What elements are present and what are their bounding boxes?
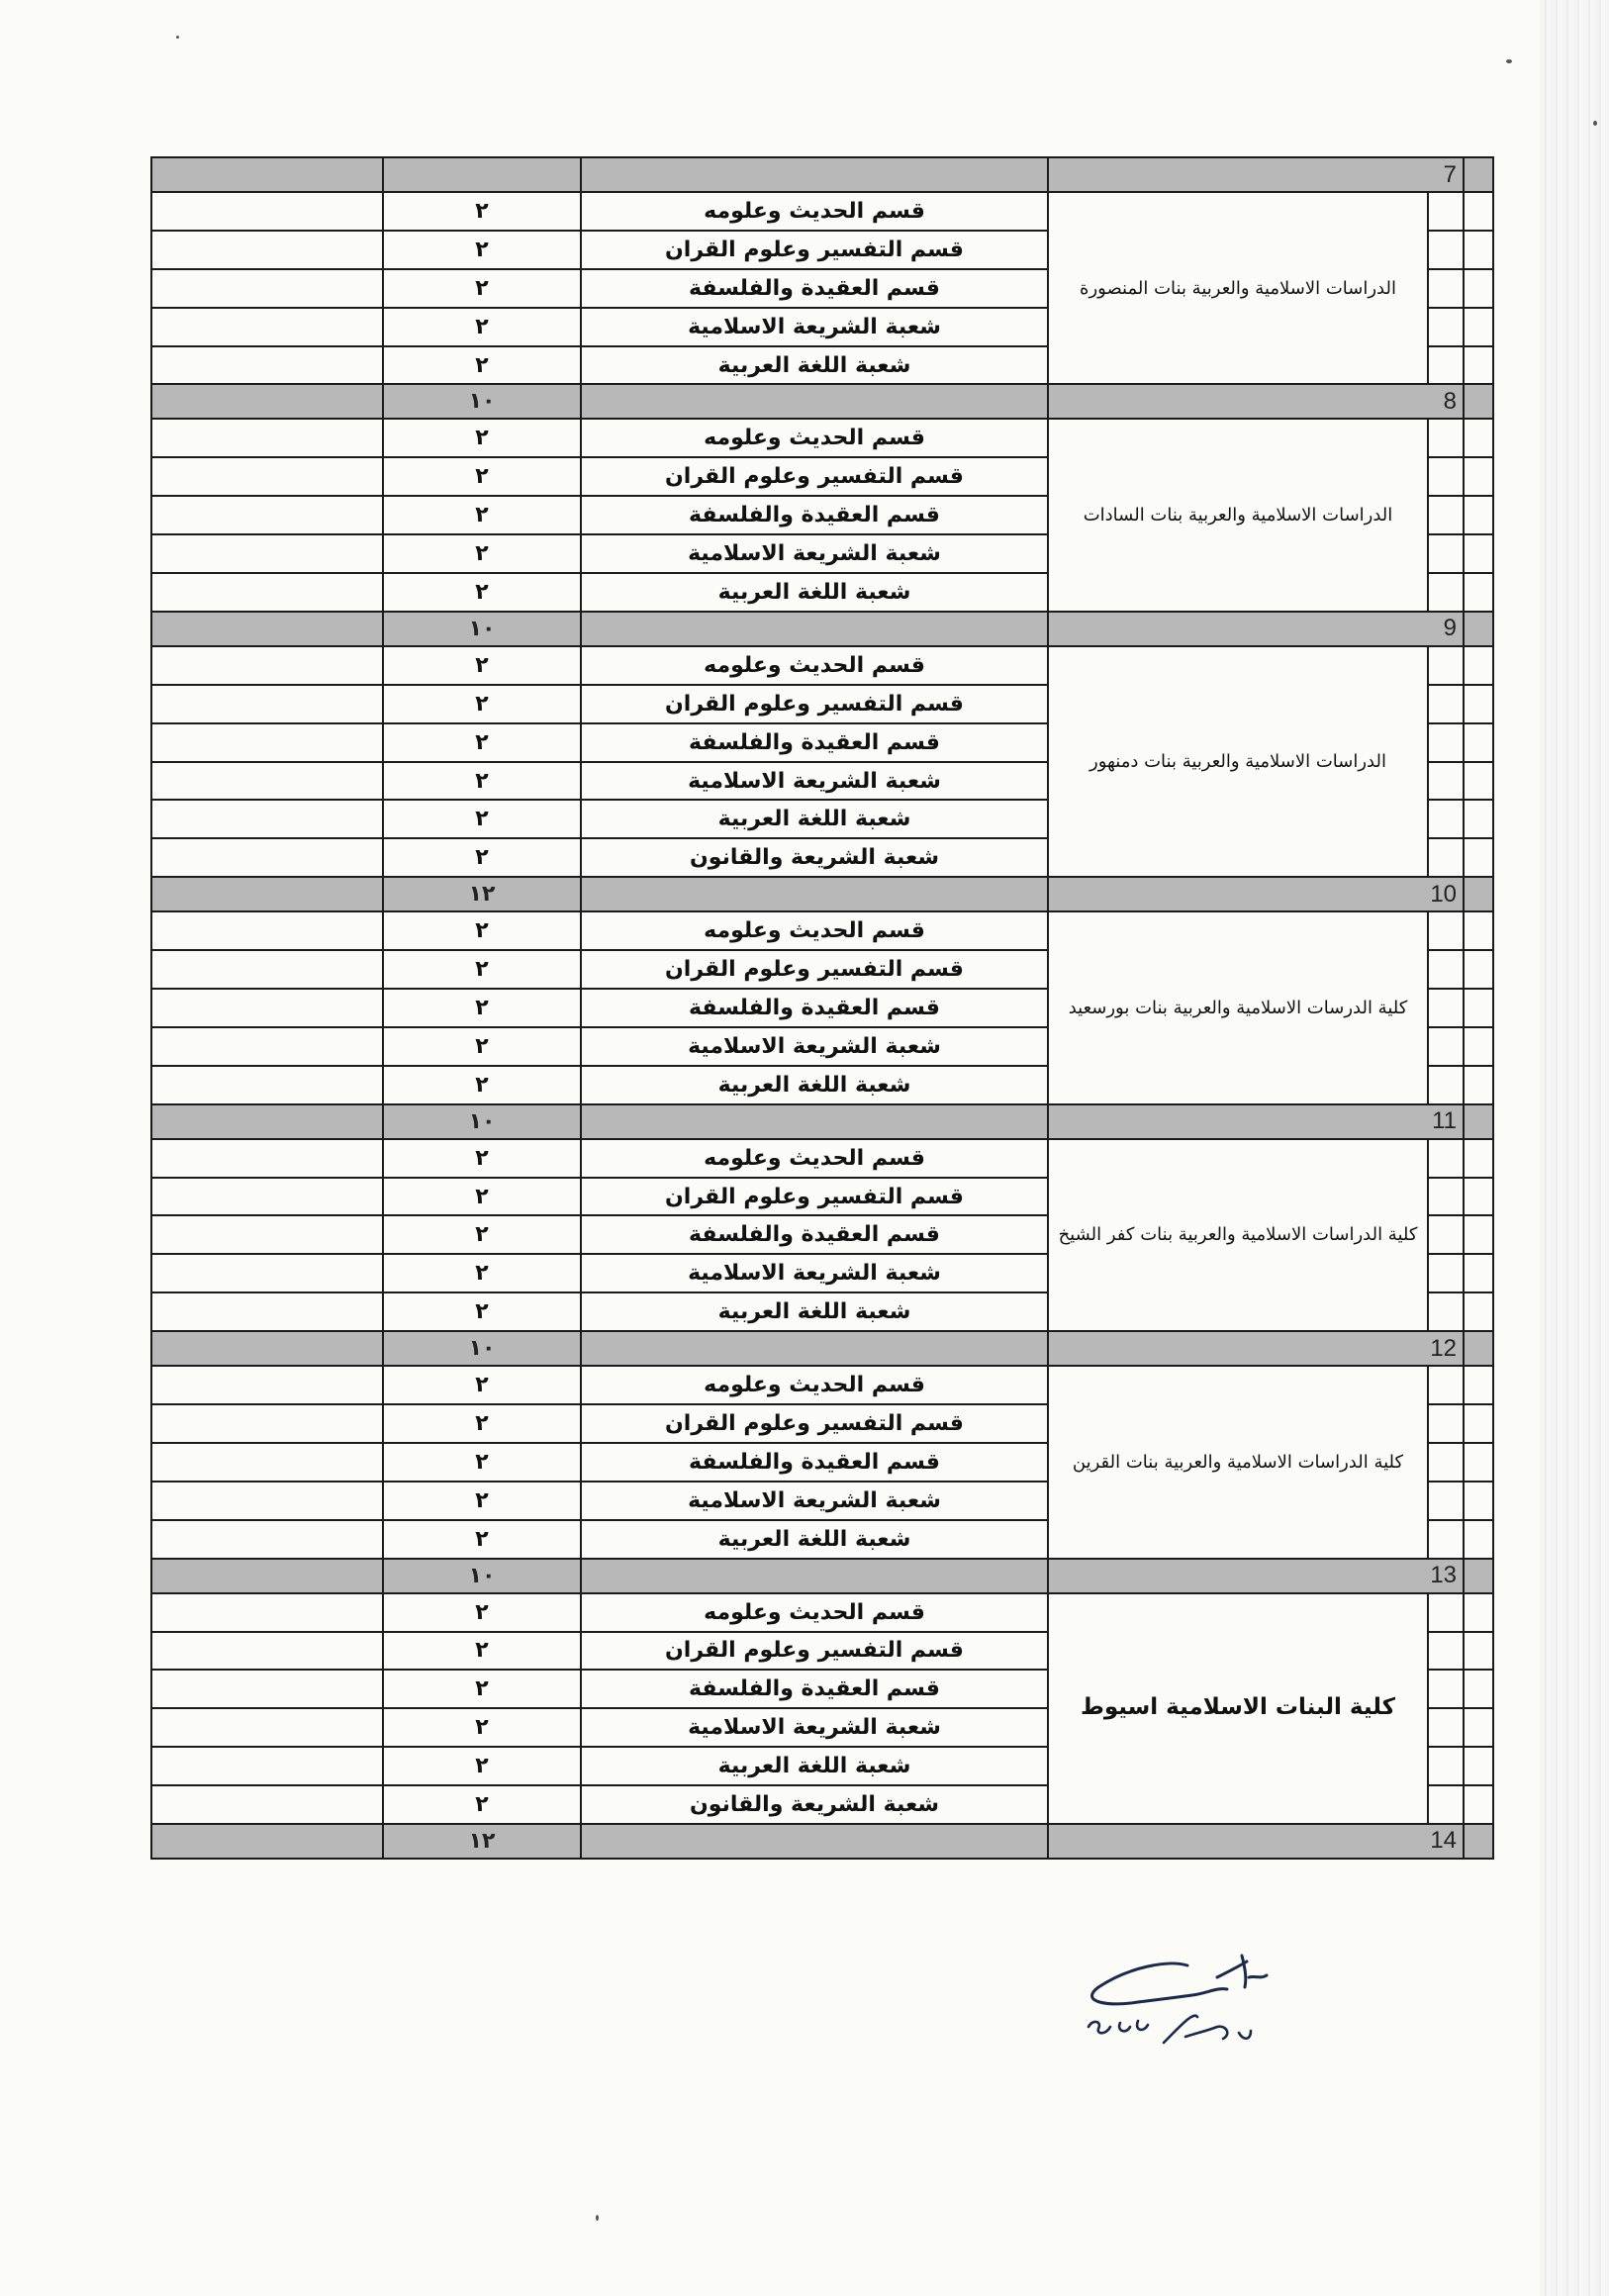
department-name: شعبة اللغة العربية <box>581 1066 1048 1104</box>
section-total: ١٠ <box>383 612 581 646</box>
separator-blank-cell <box>581 877 1048 911</box>
section-total: ١٠ <box>383 1331 581 1366</box>
margin-cell <box>1464 911 1493 950</box>
department-name: شعبة الشريعة الاسلامية <box>581 534 1048 573</box>
margin-cell <box>1464 1632 1493 1671</box>
margin-cell <box>1464 646 1493 685</box>
separator-blank-cell <box>151 877 383 911</box>
margin-cell <box>1428 838 1464 877</box>
margin-cell <box>1464 989 1493 1027</box>
section-number: 13 <box>1048 1559 1464 1593</box>
margin-cell <box>1464 1443 1493 1482</box>
department-count: ٢ <box>383 838 581 877</box>
section-separator-row <box>151 384 1493 419</box>
margin-cell <box>1464 192 1493 231</box>
department-name: شعبة اللغة العربية <box>581 1747 1048 1785</box>
department-name: قسم التفسير وعلوم القران <box>581 457 1048 496</box>
blank-cell <box>151 1366 383 1404</box>
margin-cell <box>1428 269 1464 308</box>
blank-cell <box>151 989 383 1027</box>
college-name: كلية الدراسات الاسلامية والعربية بنات كفر الشيخ <box>1048 1139 1428 1331</box>
department-name: قسم العقيدة والفلسفة <box>581 1443 1048 1482</box>
blank-cell <box>151 1292 383 1331</box>
margin-cell <box>1428 1404 1464 1443</box>
department-count: ٢ <box>383 1482 581 1520</box>
department-name: شعبة اللغة العربية <box>581 573 1048 612</box>
scan-speck <box>1593 121 1597 126</box>
scan-edge-stripes <box>1540 0 1609 2296</box>
blank-cell <box>151 1443 383 1482</box>
blank-cell <box>151 534 383 573</box>
department-name: قسم الحديث وعلومه <box>581 1593 1048 1632</box>
department-row <box>151 1139 1493 1178</box>
department-count: ٢ <box>383 496 581 534</box>
department-count: ٢ <box>383 1747 581 1785</box>
margin-cell <box>1428 308 1464 346</box>
department-name: شعبة الشريعة الاسلامية <box>581 1482 1048 1520</box>
margin-cell <box>1428 646 1464 685</box>
margin-cell <box>1464 346 1493 385</box>
margin-cell <box>1428 346 1464 385</box>
blank-cell <box>151 1632 383 1671</box>
college-name: كلية الدراسات الاسلامية والعربية بنات القرين <box>1048 1366 1428 1558</box>
margin-cell <box>1428 1254 1464 1292</box>
blank-cell <box>151 1785 383 1824</box>
margin-cell <box>1428 1785 1464 1824</box>
department-count: ٢ <box>383 346 581 385</box>
department-count: ٢ <box>383 1215 581 1254</box>
blank-cell <box>151 762 383 801</box>
department-name: قسم العقيدة والفلسفة <box>581 269 1048 308</box>
separator-blank-cell <box>151 1104 383 1139</box>
department-count: ٢ <box>383 911 581 950</box>
margin-cell <box>1464 1520 1493 1559</box>
department-count: ٢ <box>383 269 581 308</box>
scan-speck <box>596 2215 599 2221</box>
separator-blank-cell <box>151 1559 383 1593</box>
margin-cell <box>1464 800 1493 838</box>
margin-cell <box>1464 1593 1493 1632</box>
section-total: ١٠ <box>383 1559 581 1593</box>
margin-cell <box>1428 1066 1464 1104</box>
department-name: قسم التفسير وعلوم القران <box>581 1632 1048 1671</box>
department-name: قسم التفسير وعلوم القران <box>581 231 1048 269</box>
section-separator-row <box>151 612 1493 646</box>
department-count: ٢ <box>383 534 581 573</box>
scan-speck <box>1506 59 1512 63</box>
separator-blank-cell <box>151 1331 383 1366</box>
separator-blank-cell <box>1464 612 1493 646</box>
margin-cell <box>1428 496 1464 534</box>
separator-blank-cell <box>151 157 383 192</box>
section-total: ١٠ <box>383 1104 581 1139</box>
separator-blank-cell <box>581 157 1048 192</box>
margin-cell <box>1464 1066 1493 1104</box>
department-name: شعبة الشريعة الاسلامية <box>581 1254 1048 1292</box>
margin-cell <box>1464 950 1493 989</box>
department-row <box>151 911 1493 950</box>
section-separator-row <box>151 1104 1493 1139</box>
blank-cell <box>151 308 383 346</box>
department-name: شعبة اللغة العربية <box>581 1292 1048 1331</box>
separator-blank-cell <box>581 1104 1048 1139</box>
blank-cell <box>151 1139 383 1178</box>
margin-cell <box>1464 685 1493 723</box>
section-number: 12 <box>1048 1331 1464 1366</box>
department-count: ٢ <box>383 1139 581 1178</box>
margin-cell <box>1464 1292 1493 1331</box>
blank-cell <box>151 1178 383 1216</box>
separator-blank-cell <box>581 612 1048 646</box>
margin-cell <box>1464 1139 1493 1178</box>
department-name: شعبة اللغة العربية <box>581 346 1048 385</box>
margin-cell <box>1464 762 1493 801</box>
department-count: ٢ <box>383 308 581 346</box>
department-count: ٢ <box>383 1785 581 1824</box>
department-count: ٢ <box>383 1443 581 1482</box>
department-count: ٢ <box>383 1292 581 1331</box>
department-count: ٢ <box>383 573 581 612</box>
margin-cell <box>1428 1215 1464 1254</box>
allocation-table <box>150 156 1494 1860</box>
margin-cell <box>1464 838 1493 877</box>
margin-cell <box>1428 419 1464 457</box>
blank-cell <box>151 346 383 385</box>
blank-cell <box>151 1066 383 1104</box>
margin-cell <box>1464 1670 1493 1708</box>
blank-cell <box>151 1027 383 1066</box>
separator-blank-cell <box>581 1559 1048 1593</box>
margin-cell <box>1428 1139 1464 1178</box>
margin-cell <box>1428 723 1464 762</box>
blank-cell <box>151 1215 383 1254</box>
department-count: ٢ <box>383 950 581 989</box>
department-count: ٢ <box>383 457 581 496</box>
department-row <box>151 1593 1493 1632</box>
department-count: ٢ <box>383 1520 581 1559</box>
department-name: قسم الحديث وعلومه <box>581 1366 1048 1404</box>
blank-cell <box>151 269 383 308</box>
section-number: 11 <box>1048 1104 1464 1139</box>
blank-cell <box>151 1482 383 1520</box>
section-separator-row <box>151 1824 1493 1859</box>
department-count: ٢ <box>383 1708 581 1747</box>
department-name: قسم العقيدة والفلسفة <box>581 989 1048 1027</box>
department-count: ٢ <box>383 723 581 762</box>
margin-cell <box>1464 308 1493 346</box>
margin-cell <box>1464 231 1493 269</box>
scan-speck <box>176 36 179 39</box>
margin-cell <box>1464 1366 1493 1404</box>
margin-cell <box>1428 1670 1464 1708</box>
margin-cell <box>1428 1520 1464 1559</box>
separator-blank-cell <box>1464 1559 1493 1593</box>
department-name: قسم التفسير وعلوم القران <box>581 685 1048 723</box>
department-name: قسم العقيدة والفلسفة <box>581 723 1048 762</box>
department-count: ٢ <box>383 1632 581 1671</box>
department-count: ٢ <box>383 989 581 1027</box>
section-total: ١٢ <box>383 1824 581 1859</box>
margin-cell <box>1428 192 1464 231</box>
department-count: ٢ <box>383 1254 581 1292</box>
margin-cell <box>1428 457 1464 496</box>
blank-cell <box>151 1520 383 1559</box>
department-name: قسم العقيدة والفلسفة <box>581 1670 1048 1708</box>
department-name: شعبة اللغة العربية <box>581 1520 1048 1559</box>
margin-cell <box>1428 989 1464 1027</box>
blank-cell <box>151 911 383 950</box>
margin-cell <box>1464 1785 1493 1824</box>
margin-cell <box>1464 1404 1493 1443</box>
department-name: شعبة الشريعة والقانون <box>581 1785 1048 1824</box>
department-name: قسم الحديث وعلومه <box>581 646 1048 685</box>
department-name: قسم الحديث وعلومه <box>581 1139 1048 1178</box>
margin-cell <box>1464 1027 1493 1066</box>
blank-cell <box>151 800 383 838</box>
margin-cell <box>1428 911 1464 950</box>
department-name: شعبة الشريعة الاسلامية <box>581 762 1048 801</box>
department-name: شعبة الشريعة الاسلامية <box>581 308 1048 346</box>
section-separator-row <box>151 157 1493 192</box>
department-count: ٢ <box>383 231 581 269</box>
margin-cell <box>1464 573 1493 612</box>
blank-cell <box>151 192 383 231</box>
department-count: ٢ <box>383 685 581 723</box>
department-count: ٢ <box>383 800 581 838</box>
department-name: قسم الحديث وعلومه <box>581 192 1048 231</box>
blank-cell <box>151 573 383 612</box>
margin-cell <box>1428 573 1464 612</box>
blank-cell <box>151 419 383 457</box>
margin-cell <box>1464 1482 1493 1520</box>
margin-cell <box>1428 231 1464 269</box>
margin-cell <box>1428 762 1464 801</box>
margin-cell <box>1428 1747 1464 1785</box>
department-count: ٢ <box>383 1066 581 1104</box>
section-total: ١٢ <box>383 877 581 911</box>
margin-cell <box>1428 800 1464 838</box>
department-count: ٢ <box>383 646 581 685</box>
margin-cell <box>1428 1178 1464 1216</box>
margin-cell <box>1428 1366 1464 1404</box>
department-row <box>151 646 1493 685</box>
department-count: ٢ <box>383 419 581 457</box>
margin-cell <box>1464 496 1493 534</box>
margin-cell <box>1428 1027 1464 1066</box>
department-name: شعبة الشريعة والقانون <box>581 838 1048 877</box>
section-separator-row <box>151 877 1493 911</box>
department-count: ٢ <box>383 1593 581 1632</box>
department-name: شعبة الشريعة الاسلامية <box>581 1708 1048 1747</box>
department-count: ٢ <box>383 1404 581 1443</box>
department-count: ٢ <box>383 1027 581 1066</box>
section-number: 14 <box>1048 1824 1464 1859</box>
margin-cell <box>1464 723 1493 762</box>
margin-cell <box>1428 1443 1464 1482</box>
section-total: ١٠ <box>383 384 581 419</box>
margin-cell <box>1464 1178 1493 1216</box>
margin-cell <box>1464 1254 1493 1292</box>
department-count: ٢ <box>383 1670 581 1708</box>
department-row <box>151 192 1493 231</box>
department-name: قسم العقيدة والفلسفة <box>581 1215 1048 1254</box>
section-number: 9 <box>1048 612 1464 646</box>
signature <box>1069 1948 1277 2057</box>
blank-cell <box>151 457 383 496</box>
separator-blank-cell <box>581 1331 1048 1366</box>
department-count: ٢ <box>383 192 581 231</box>
department-name: شعبة اللغة العربية <box>581 800 1048 838</box>
margin-cell <box>1464 1747 1493 1785</box>
department-name: قسم العقيدة والفلسفة <box>581 496 1048 534</box>
blank-cell <box>151 231 383 269</box>
college-name: الدراسات الاسلامية والعربية بنات السادات <box>1048 419 1428 611</box>
margin-cell <box>1464 1215 1493 1254</box>
college-name: كلية الدرسات الاسلامية والعربية بنات بورسعيد <box>1048 911 1428 1103</box>
department-name: قسم التفسير وعلوم القران <box>581 1404 1048 1443</box>
separator-blank-cell <box>581 1824 1048 1859</box>
college-name: الدراسات الاسلامية والعربية بنات دمنهور <box>1048 646 1428 877</box>
blank-cell <box>151 723 383 762</box>
separator-blank-cell <box>151 384 383 419</box>
department-count: ٢ <box>383 1366 581 1404</box>
section-number: 8 <box>1048 384 1464 419</box>
department-name: قسم الحديث وعلومه <box>581 419 1048 457</box>
section-separator-row <box>151 1331 1493 1366</box>
margin-cell <box>1464 457 1493 496</box>
margin-cell <box>1464 534 1493 573</box>
margin-cell <box>1464 1708 1493 1747</box>
margin-cell <box>1428 1708 1464 1747</box>
separator-blank-cell <box>1464 1824 1493 1859</box>
section-number: 7 <box>1048 157 1464 192</box>
separator-blank-cell <box>1464 1104 1493 1139</box>
margin-cell <box>1428 950 1464 989</box>
margin-cell <box>1428 1593 1464 1632</box>
separator-blank-cell <box>151 612 383 646</box>
section-total <box>383 157 581 192</box>
separator-blank-cell <box>1464 157 1493 192</box>
blank-cell <box>151 1404 383 1443</box>
margin-cell <box>1428 1292 1464 1331</box>
blank-cell <box>151 1670 383 1708</box>
blank-cell <box>151 496 383 534</box>
blank-cell <box>151 1747 383 1785</box>
separator-blank-cell <box>151 1824 383 1859</box>
blank-cell <box>151 838 383 877</box>
department-name: قسم الحديث وعلومه <box>581 911 1048 950</box>
department-name: قسم التفسير وعلوم القران <box>581 1178 1048 1216</box>
blank-cell <box>151 685 383 723</box>
margin-cell <box>1428 685 1464 723</box>
separator-blank-cell <box>1464 384 1493 419</box>
margin-cell <box>1428 1482 1464 1520</box>
margin-cell <box>1428 1632 1464 1671</box>
blank-cell <box>151 646 383 685</box>
department-name: شعبة الشريعة الاسلامية <box>581 1027 1048 1066</box>
blank-cell <box>151 1254 383 1292</box>
section-number: 10 <box>1048 877 1464 911</box>
college-name: كلية البنات الاسلامية اسيوط <box>1048 1593 1428 1824</box>
college-name: الدراسات الاسلامية والعربية بنات المنصورة <box>1048 192 1428 384</box>
separator-blank-cell <box>1464 877 1493 911</box>
department-count: ٢ <box>383 762 581 801</box>
blank-cell <box>151 1708 383 1747</box>
margin-cell <box>1464 419 1493 457</box>
margin-cell <box>1428 534 1464 573</box>
margin-cell <box>1464 269 1493 308</box>
department-row <box>151 1366 1493 1404</box>
separator-blank-cell <box>1464 1331 1493 1366</box>
section-separator-row <box>151 1559 1493 1593</box>
department-count: ٢ <box>383 1178 581 1216</box>
blank-cell <box>151 1593 383 1632</box>
blank-cell <box>151 950 383 989</box>
department-name: قسم التفسير وعلوم القران <box>581 950 1048 989</box>
department-row <box>151 419 1493 457</box>
separator-blank-cell <box>581 384 1048 419</box>
